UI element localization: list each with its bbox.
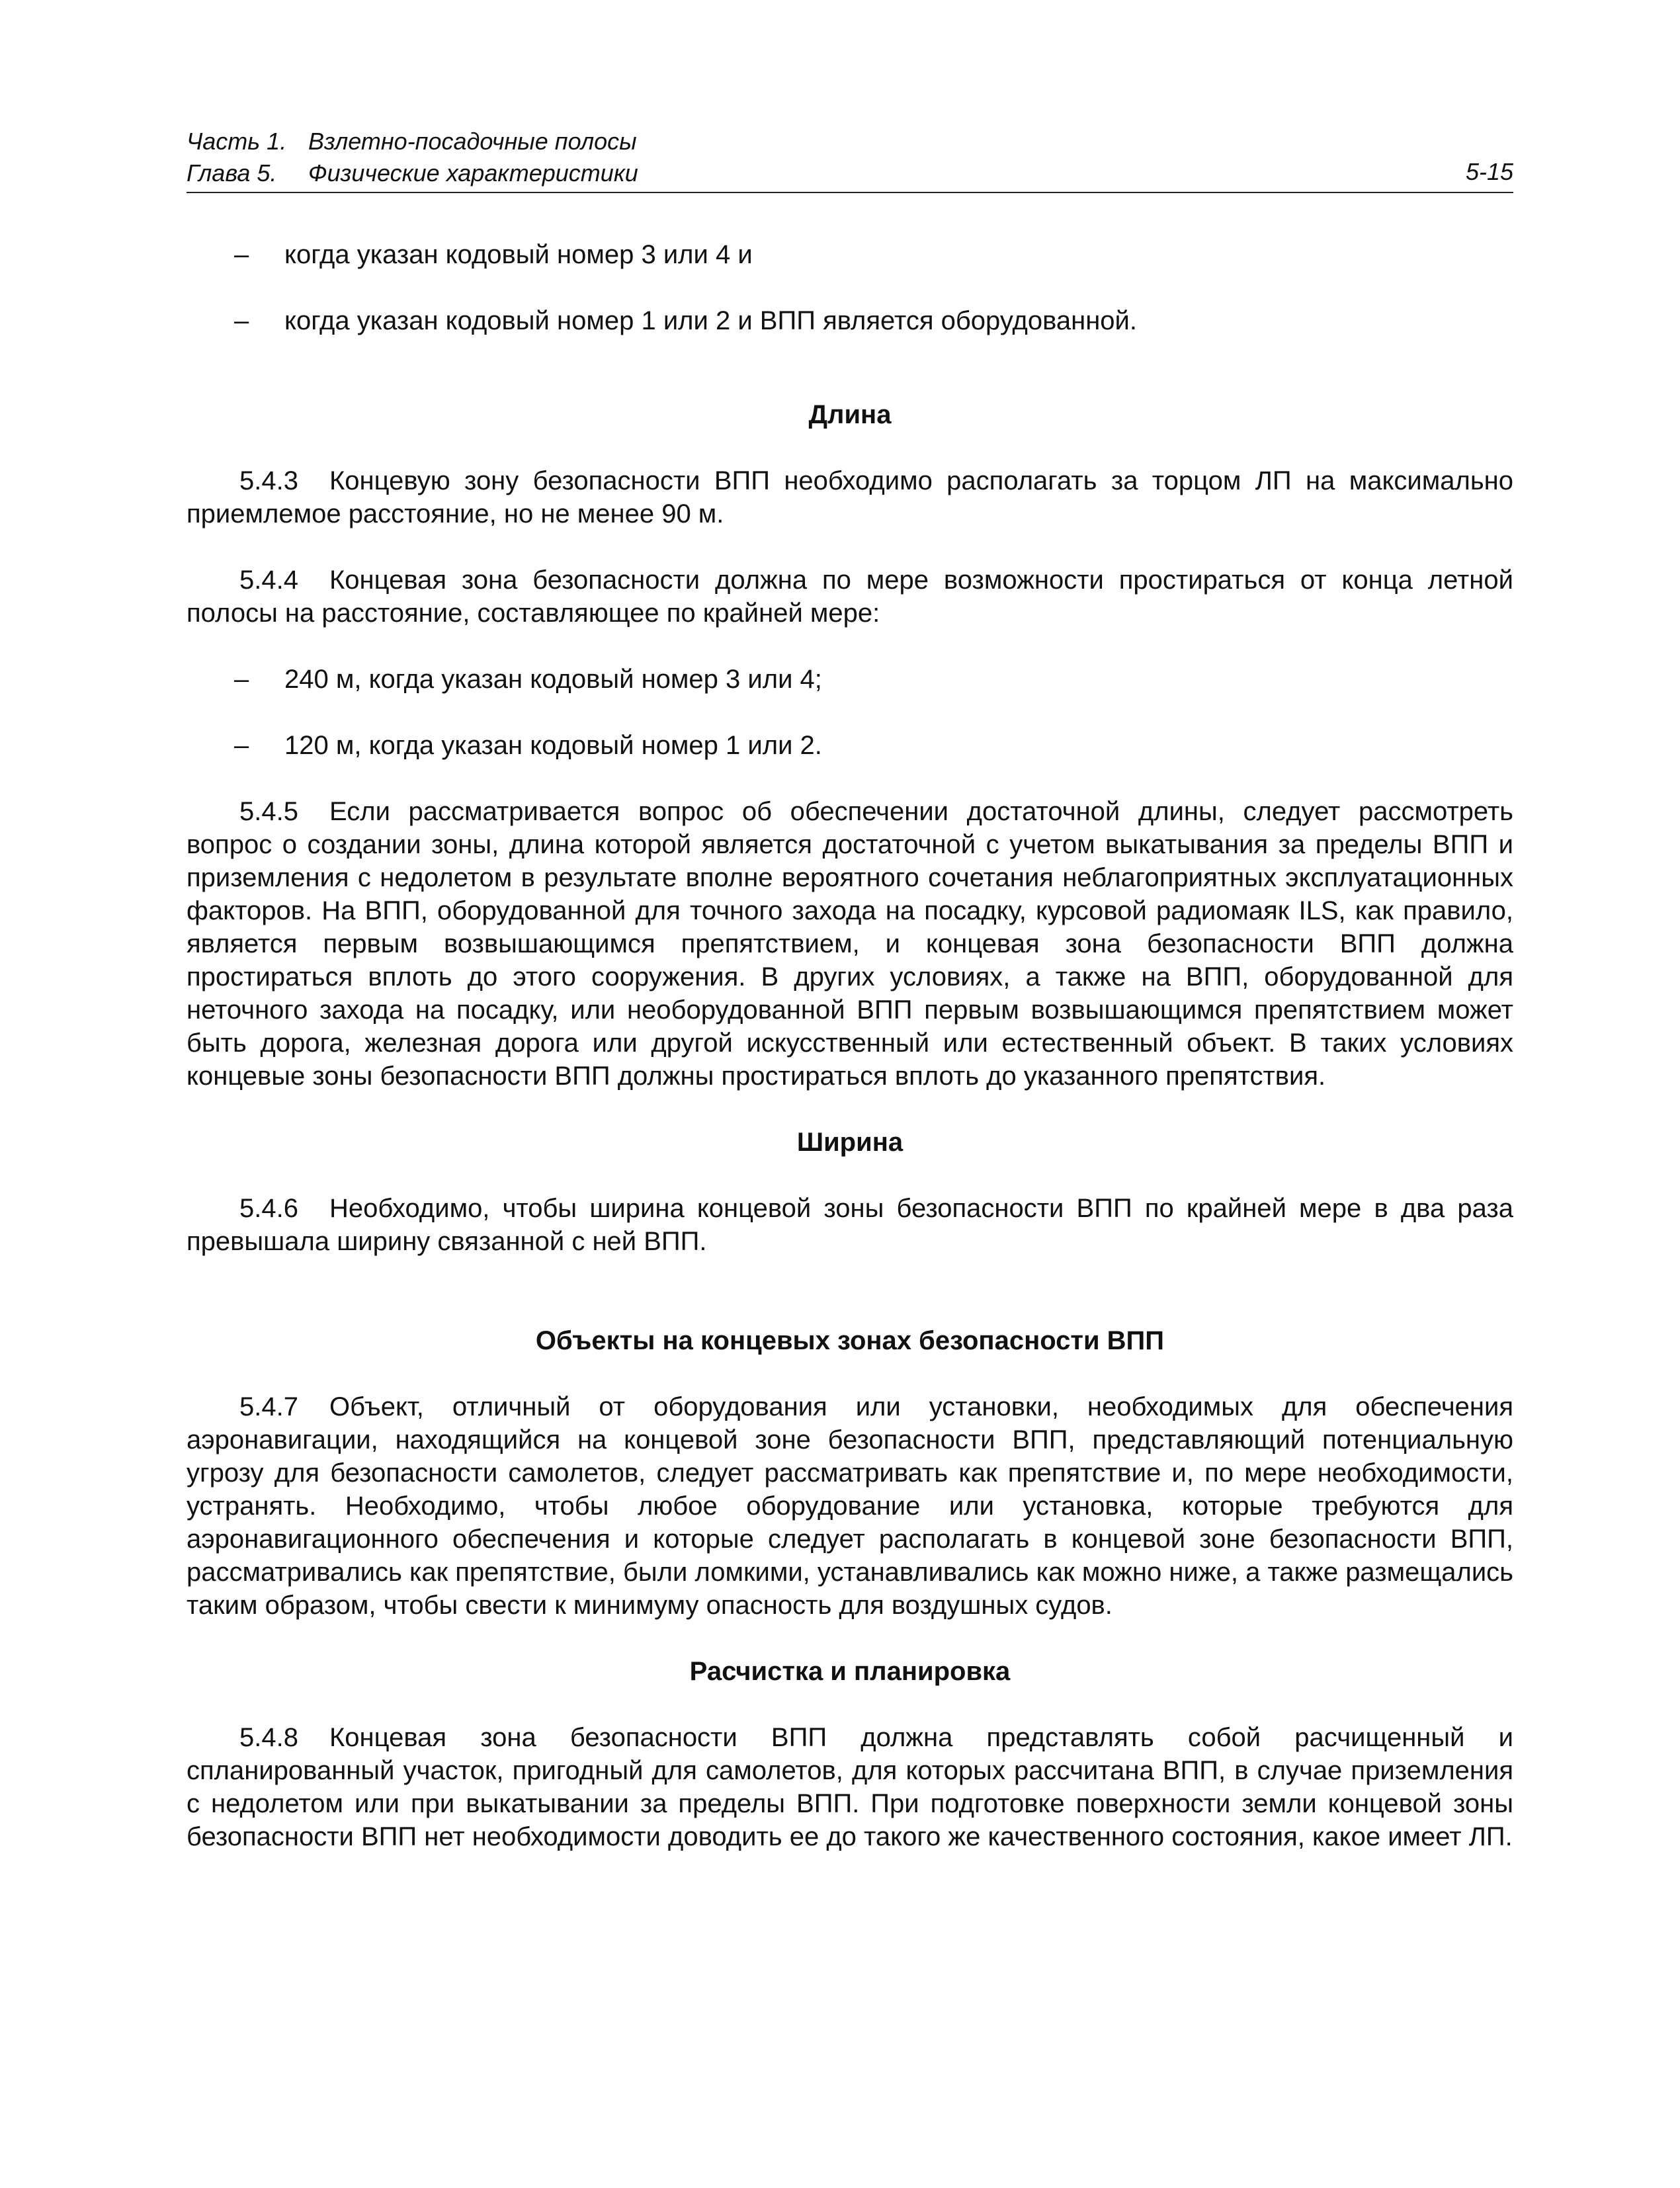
paragraph-5-4-6: [187, 1192, 1513, 1258]
header-part-number: Часть 1.: [187, 128, 287, 155]
paragraph-text: Необходимо, чтобы ширина концевой зоны безопасности ВПП по крайней мере в два раза превышала ширину связанной с ней ВПП.: [187, 1194, 1513, 1256]
paragraph-5-4-7: [187, 1390, 1513, 1622]
dash-bullet: –: [234, 665, 249, 694]
paragraph-number: 5.4.4: [239, 566, 298, 595]
paragraph-text: Объект, отличный от оборудования или установки, необходимых для обеспечения аэронавигации, находящийся на концевой зоне безопасности ВПП, представляющий потенциальную угрозу для безопасности самолетов, следует рассматривать как препятствие и, по мере необходимости, устранять. Необходимо, чтобы любое оборудование или установка, которые требуются для аэронавигационного обеспечения и которые следует располагать в концевой зоне безопасности ВПП, рассматривались как препятствие, были ломкими, устанавливались как можно ниже, а также размещались таким образом, чтобы свести к минимуму опасность для воздушных судов.: [187, 1392, 1513, 1620]
paragraph-text: Концевую зону безопасности ВПП необходимо располагать за торцом ЛП на максимально приемлемое расстояние, но не менее 90 м.: [187, 466, 1513, 528]
header-part-line: [187, 126, 1513, 157]
document-body: [187, 238, 1513, 1886]
paragraph-number: 5.4.3: [239, 466, 298, 495]
paragraph-5-4-5: [187, 795, 1513, 1093]
paragraph-5-4-3: [187, 464, 1513, 530]
list-item-text: 240 м, когда указан кодовый номер 3 или 4;: [284, 665, 822, 694]
section-heading-length: Длина: [808, 400, 892, 429]
paragraph-5-4-8: [187, 1721, 1513, 1853]
paragraph-number: 5.4.7: [239, 1392, 298, 1421]
paragraph-text: Если рассматривается вопрос об обеспечении достаточной длины, следует рассмотреть вопрос о создании зоны, длина которой является достаточной с учетом выкатывания за пределы ВПП и приземления с недолетом в результате вполне вероятного сочетания неблагоприятных эксплуатационных факторов. На ВПП, оборудованной для точного захода на посадку, курсовой радиомаяк ILS, как правило, является первым возвышающимся препятствием, и концевая зона безопасности ВПП должна простираться вплоть до этого сооружения. В других условиях, а также на ВПП, оборудованной для неточного захода на посадку, или необорудованной ВПП первым возвышающимся препятствием может быть дорога, железная дорога или другой искусственный или естественный объект. В таких условиях концевые зоны безопасности ВПП должны простираться вплоть до указанного препятствия.: [187, 797, 1513, 1091]
list-item-text: 120 м, когда указан кодовый номер 1 или 2.: [284, 731, 822, 760]
header-chapter-number: Глава 5.: [187, 159, 277, 187]
list-item-text: когда указан кодовый номер 3 или 4 и: [284, 240, 753, 269]
paragraph-number: 5.4.8: [239, 1723, 298, 1752]
section-heading-clearing: Расчистка и планировка: [689, 1657, 1011, 1686]
dash-bullet: –: [234, 731, 249, 760]
paragraph-5-4-4: [187, 564, 1513, 630]
list-item: [187, 238, 1513, 271]
list-item: [187, 663, 1513, 696]
dash-bullet: –: [234, 306, 249, 335]
paragraph-text: Концевая зона безопасности должна по мере возможности простираться от конца летной полосы на расстояние, составляющее по крайней мере:: [187, 566, 1513, 628]
header-part-title: Взлетно-посадочные полосы: [308, 128, 637, 155]
page-number: 5-15: [1465, 158, 1513, 185]
running-header: [187, 126, 1513, 193]
dash-bullet: –: [234, 240, 249, 269]
paragraph-text: Концевая зона безопасности ВПП должна представлять собой расчищенный и спланированный участок, пригодный для самолетов, для которых рассчитана ВПП, в случае приземления с недолетом или при выкатывании за пределы ВПП. При подготовке поверхности земли концевой зоны безопасности ВПП нет необходимости доводить ее до такого же качественного состояния, какое имеет ЛП.: [187, 1723, 1513, 1851]
header-chapter-line: [187, 157, 1513, 189]
list-item-text: когда указан кодовый номер 1 или 2 и ВПП является оборудованной.: [284, 306, 1138, 335]
section-heading-objects: Объекты на концевых зонах безопасности ВПП: [535, 1326, 1165, 1355]
paragraph-number: 5.4.6: [239, 1194, 298, 1223]
list-item: [187, 304, 1513, 337]
list-item: [187, 729, 1513, 762]
header-chapter-title: Физические характеристики: [308, 159, 638, 187]
section-heading-width: Ширина: [796, 1128, 903, 1157]
paragraph-number: 5.4.5: [239, 797, 298, 826]
